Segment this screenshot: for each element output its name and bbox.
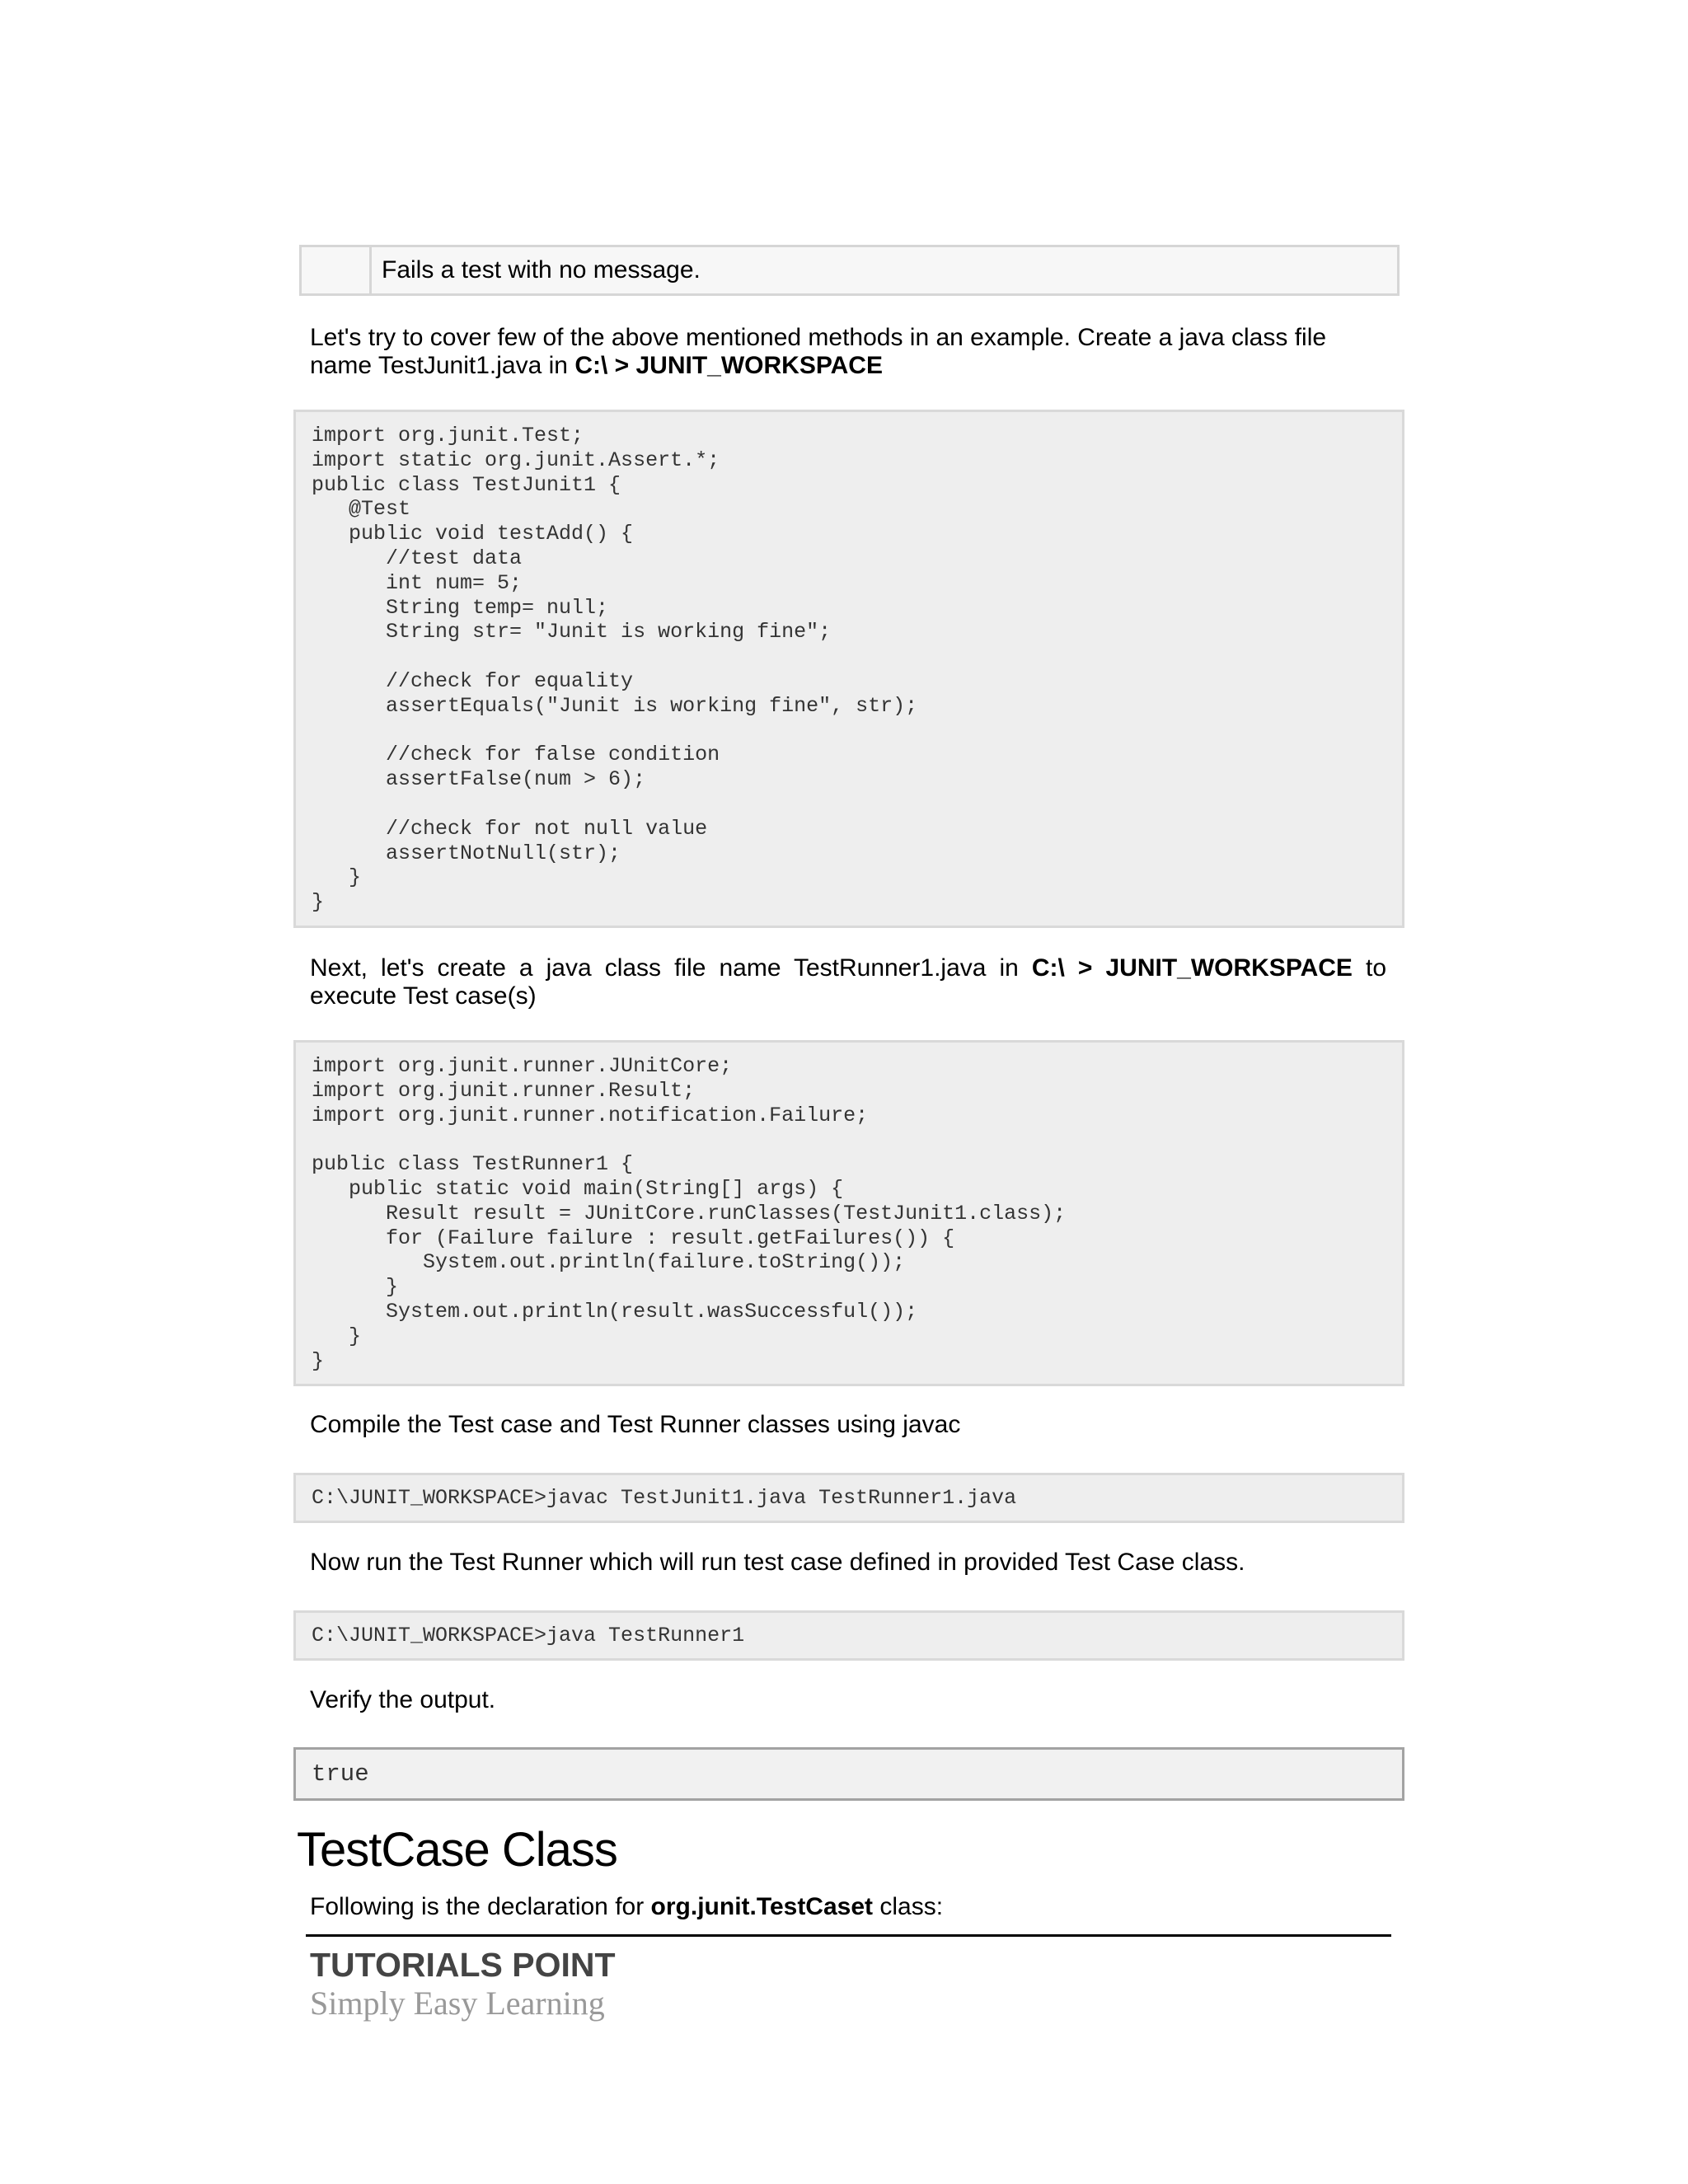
section-heading: TestCase Class: [297, 1823, 617, 1877]
verify-paragraph: Verify the output.: [310, 1686, 496, 1713]
run-paragraph: Now run the Test Runner which will run test case defined in provided Test Case class.: [310, 1549, 1245, 1576]
method-table-row: [299, 245, 1400, 296]
code-block-testjunit1: [293, 410, 1404, 928]
method-name-cell: [302, 247, 372, 293]
footer-divider: [306, 1934, 1391, 1937]
runner-intro-text: Next, let's create a java class file name TestRunner1.java in: [310, 954, 1032, 982]
runner-intro-text-after: to execute Test case(s): [310, 954, 1387, 1010]
runner-intro-paragraph: [310, 954, 1386, 1010]
output-block: true: [293, 1747, 1404, 1801]
code-testrunner1: import org.junit.runner.JUnitCore; import org.junit.runner.Result; import org.junit.runner.notification.Failure; public class TestRunner1 { public static void main(String[] args) { Result result = JUnitCore.runClasses(TestJunit1.class); for (Failure failure : result.getFailures()) { System.out.println(failure.toString()); } System.out.println(result.wasSuccessful()); } }: [312, 1054, 1067, 1373]
footer-tagline: Simply Easy Learning: [310, 1985, 605, 2022]
declaration-text-after: class:: [873, 1893, 944, 1920]
intro-paragraph: [310, 324, 1386, 380]
intro-path: C:\ > JUNIT_WORKSPACE: [574, 352, 883, 379]
declaration-class-name: org.junit.TestCaset: [650, 1893, 874, 1920]
intro-text: Let's try to cover few of the above mentioned methods in an example. Create a java class file name TestJunit1.java in: [310, 324, 1327, 379]
code-block-testrunner1: [293, 1040, 1404, 1386]
compile-command-block: C:\JUNIT_WORKSPACE>javac TestJunit1.java TestRunner1.java: [293, 1473, 1404, 1523]
footer-brand: TUTORIALS POINT: [310, 1946, 616, 1984]
testcase-declaration-paragraph: [310, 1893, 1386, 1921]
runner-intro-path: C:\ > JUNIT_WORKSPACE: [1031, 954, 1353, 982]
run-command-block: C:\JUNIT_WORKSPACE>java TestRunner1: [293, 1610, 1404, 1661]
declaration-text: Following is the declaration for: [310, 1893, 651, 1920]
compile-paragraph: Compile the Test case and Test Runner classes using javac: [310, 1411, 961, 1438]
method-description-cell: Fails a test with no message.: [382, 256, 701, 284]
code-testjunit1: import org.junit.Test; import static org.junit.Assert.*; public class TestJunit1 { @Test public void testAdd() { //test data int num= 5; String temp= null; String str= "Junit is working fine"; //check for equality assertEquals("Junit is working fine", str); //check for false condition assertFalse(num > 6); //check for not null value assertNotNull(str); } }: [312, 424, 918, 915]
